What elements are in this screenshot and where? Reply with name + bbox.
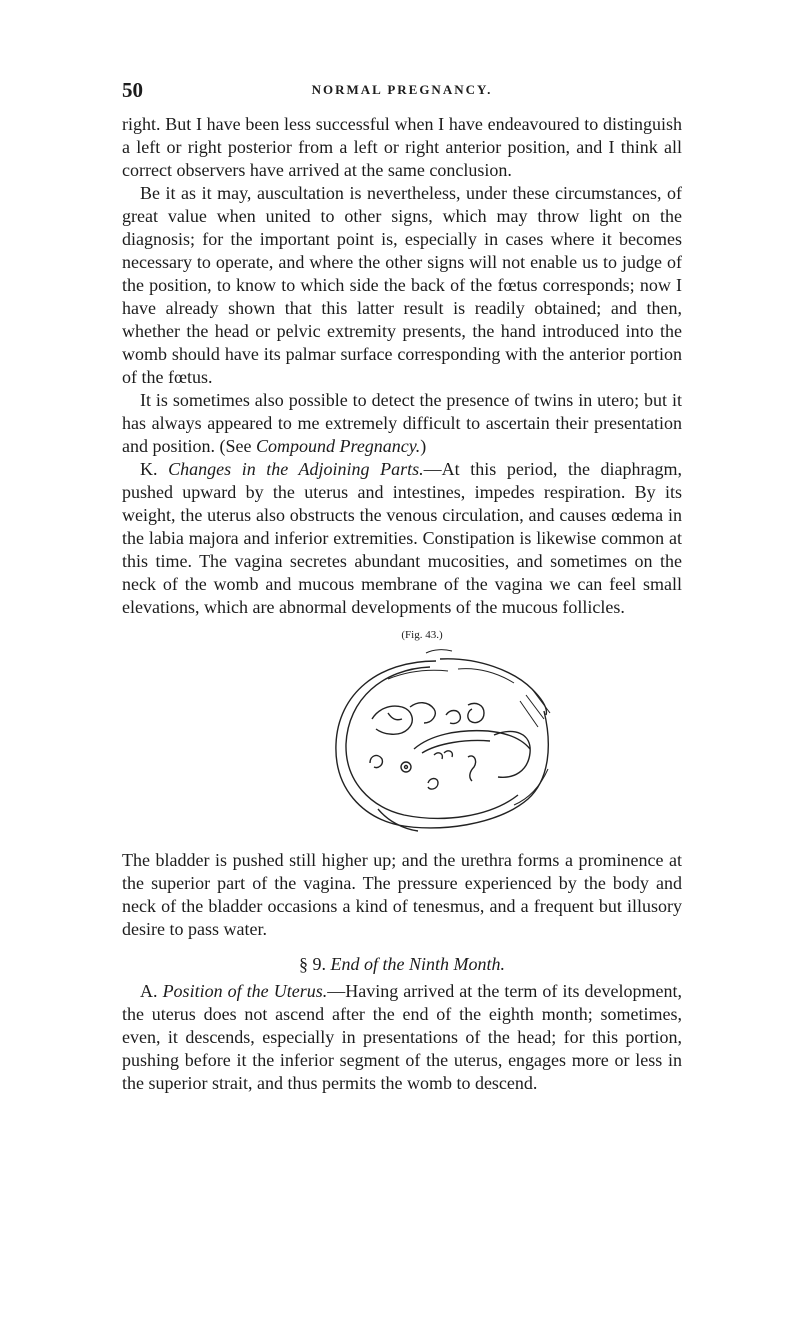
page-header <box>122 78 682 108</box>
page-number: 50 <box>122 78 143 102</box>
body-text <box>122 113 682 1095</box>
paragraph: Be it as it may, auscultation is nevertheless, under these circumstances, of great value when united to other signs, which may throw light on the diagnosis; for the important point is, especially in cases where it becomes necessary to operate, and where the other signs will not enable us to judge of the position, to know to which side the back of the fœtus corresponds; now I have already shown that this latter result is readily obtained; and then, whether the head or pelvic extremity presents, the hand introduced into the womb should have its palmar surface corresponding with the anterior portion of the fœtus. <box>122 183 682 387</box>
paragraph <box>122 980 682 1095</box>
paragraph-heading: Changes in the Adjoining Parts. <box>168 459 424 479</box>
paragraph-text: —Having arrived at the term of its development, the uterus does not ascend after the end of the eighth month; sometimes, even, it descends, especially in presentations of the head; for this portion, pushing before it the inferior segment of the uterus, engages more or less in the superior strait, and thus permits the womb to descend. <box>122 981 682 1093</box>
paragraph: The bladder is pushed still higher up; and the urethra forms a prominence at the superior part of the vagina. The pressure experienced by the body and neck of the bladder occasions a kind of tenesmus, and a frequent but illusory desire to pass water. <box>122 850 682 939</box>
cross-reference: Compound Pregnancy. <box>255 436 421 456</box>
paragraph-letter: A. <box>140 981 158 1001</box>
paragraph: right. But I have been less successful when I have endeavoured to distinguish a left or right posterior from a left or right anterior position, and I think all correct observers have arrived at the same conclusion. <box>122 114 682 180</box>
paragraph-text: It is sometimes also possible to detect the presence of twins in utero; but it has always appeared to me extremely difficult to ascertain their presentation and position. (See <box>122 390 682 456</box>
section-title <box>122 953 682 976</box>
paragraph <box>122 389 682 458</box>
figure-illustration <box>318 649 558 833</box>
figure-caption: (Fig. 43.) <box>401 629 443 641</box>
paragraph-heading: Position of the Uterus. <box>162 981 328 1001</box>
section-number: § 9. <box>299 954 326 974</box>
running-head: NORMAL PREGNANCY. <box>311 82 493 97</box>
section-heading: End of the Ninth Month. <box>330 954 505 974</box>
paragraph <box>122 458 682 619</box>
paragraph-text: —At this period, the diaphragm, pushed upward by the uterus and intestines, impedes respiration. By its weight, the uterus also obstructs the venous circulation, and causes œdema in the labia majora and inferior extremities. Constipation is likewise common at this time. The vagina secretes abundant mucosities, and sometimes on the neck of the womb and mucous membrane of the vagina we can feel small elevations, which are abnormal developments of the mucous follicles. <box>122 459 683 617</box>
paragraph-text: ) <box>420 436 427 456</box>
paragraph-letter: K. <box>140 459 158 479</box>
